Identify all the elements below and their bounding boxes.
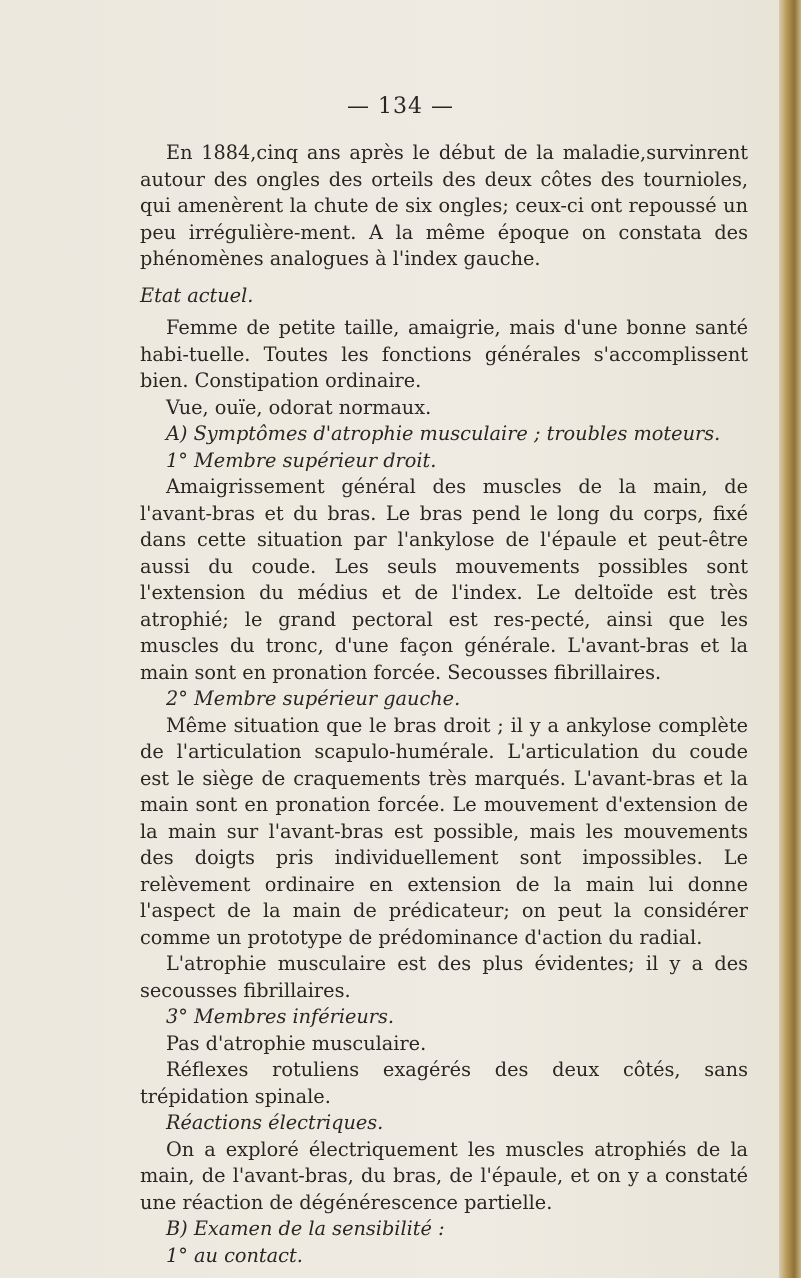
paragraph-right-limb: Amaigrissement général des muscles de la main, de l'avant-bras et du bras. Le bras pend le long du corps, fixé dans cette situation par l'ankylose de l'épaule et peut-être aussi du coude. Les seuls mouvements possibles sont l'extension du médius et de l'index. Le deltoïde est très atrophié; le grand pectoral est res-pecté, ainsi que les muscles du tronc, d'une façon générale. L'avant-bras et la main sont en pronation forcée. Secousses fibrillaires. [140, 475, 748, 684]
subheading-left-upper-limb: 2° Membre supérieur gauche. [166, 687, 461, 710]
paragraph-tournioles: En 1884,cinq ans après le début de la maladie,survinrent autour des ongles des orteils des deux côtes des tournioles, qui amenèrent la chute de six ongles; ceux-ci ont repoussé un peu irrégulière-ment. A la même époque on constata des phénomènes analogues à l'index gauche. [140, 141, 748, 270]
page-number: — 134 — [347, 94, 454, 119]
paragraph-atrophy: L'atrophie musculaire est des plus évidentes; il y a des secousses fibrillaires. [140, 952, 748, 1002]
paragraph-reflexes: Réflexes rotuliens exagérés des deux côtés, sans trépidation spinale. [140, 1058, 748, 1108]
paragraph-general-state: Femme de petite taille, amaigrie, mais d'une bonne santé habi-tuelle. Toutes les fonctions générales s'accomplissent bien. Constipation ordinaire. [140, 316, 748, 392]
paragraph-no-atrophy: Pas d'atrophie musculaire. [166, 1031, 427, 1055]
page-body [140, 140, 748, 1269]
paragraph-electrical: On a exploré électriquement les muscles atrophiés de la main, de l'avant-bras, du bras, de l'épaule, et on y a constaté une réaction de dégénérescence partielle. [140, 1137, 748, 1214]
subheading-right-upper-limb: 1° Membre supérieur droit. [166, 448, 437, 472]
subheading-contact: 1° au contact. [166, 1243, 303, 1267]
paragraph-senses: Vue, ouïe, odorat normaux. [166, 395, 432, 419]
page-edge [779, 0, 801, 1278]
heading-etat-actuel: Etat actuel. [140, 283, 254, 307]
paragraph-left-limb: Même situation que le bras droit ; il y a ankylose complète de l'articulation scapulo-humérale. L'articulation du coude est le siège de craquements très marqués. L'avant-bras et la main sont en pronation forcée. Le mouvement d'extension de la main sur l'avant-bras est possible, mais les mouvements des doigts pris individuellement sont impossibles. Le relèvement ordinaire en extension de la main lui donne l'aspect de la main de prédicateur; on peut la considérer comme un prototype de prédominance d'action du radial. [140, 713, 748, 949]
subheading-electrical-reactions: Réactions électriques. [166, 1111, 384, 1134]
subheading-sensibility: B) Examen de la sensibilité : [166, 1217, 445, 1240]
subheading-lower-limbs: 3° Membres inférieurs. [166, 1005, 395, 1028]
subheading-symptoms: A) Symptômes d'atrophie musculaire ; troubles moteurs. [166, 422, 721, 445]
